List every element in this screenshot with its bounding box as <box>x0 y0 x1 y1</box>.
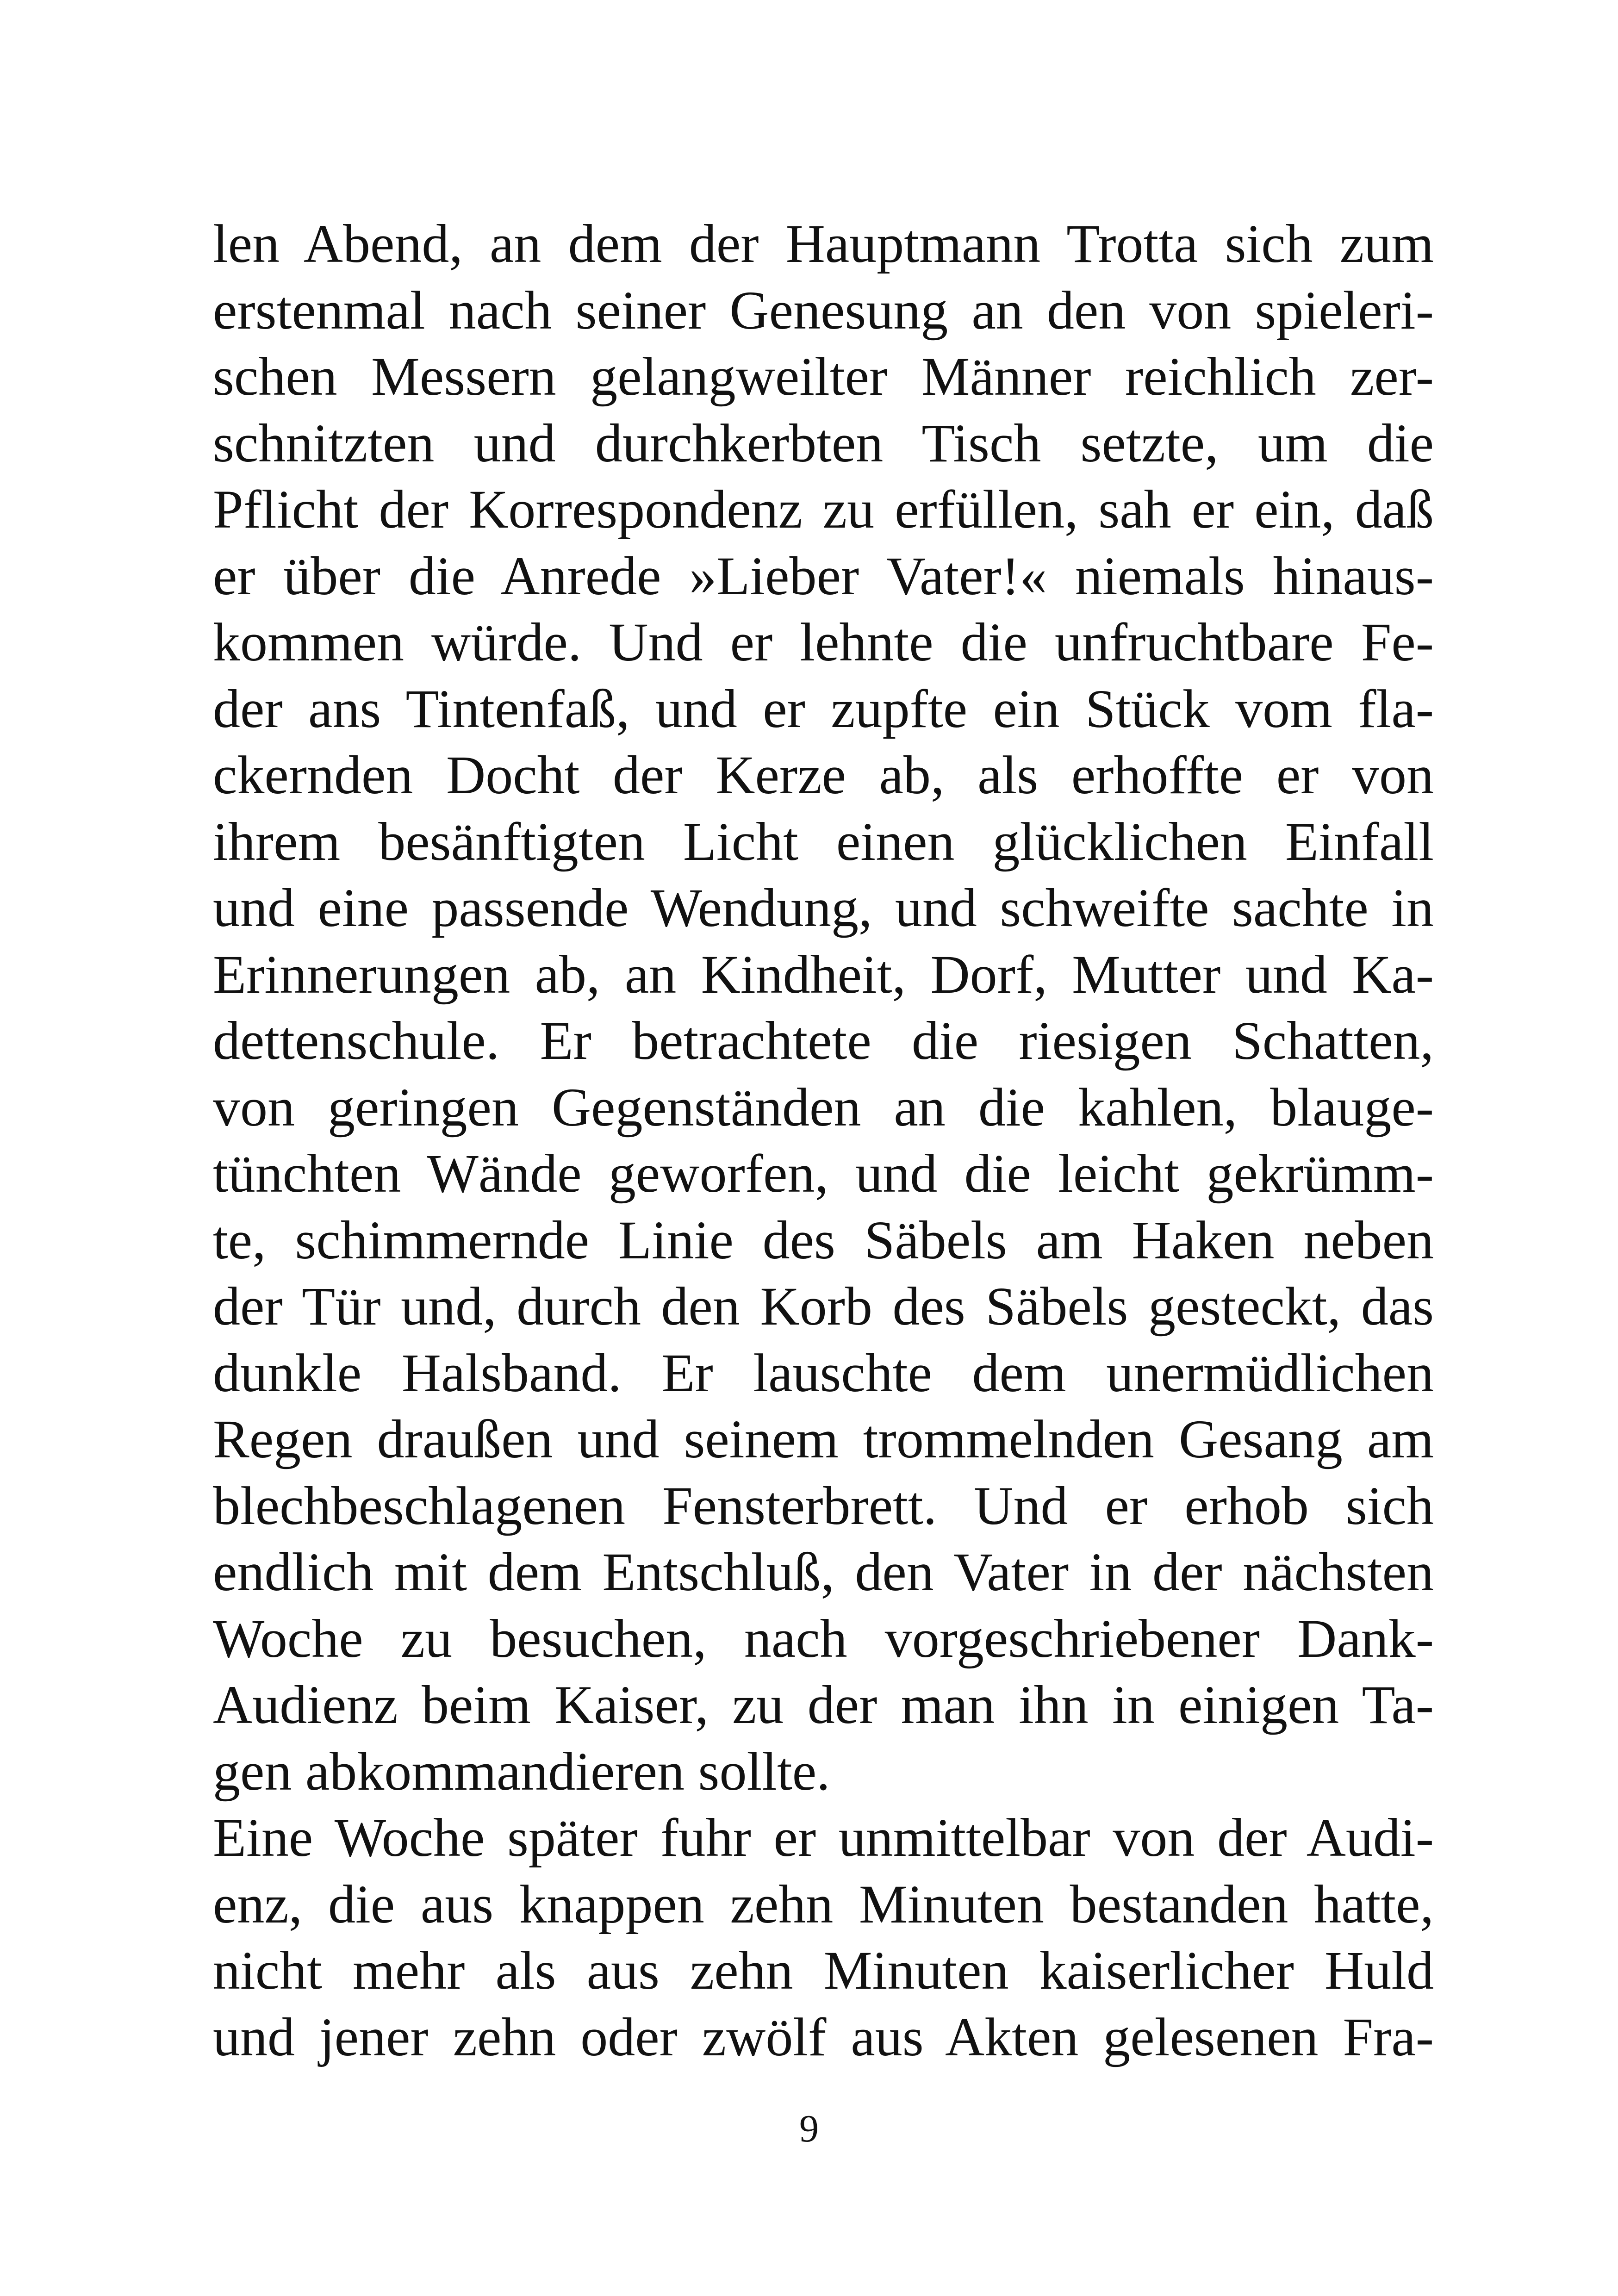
text-line: dunkle Halsband. Er lauschte dem unermüdlichen <box>213 1342 1434 1403</box>
text-line: Pflicht der Korrespondenz zu erfüllen, sah er ein, daß <box>213 479 1434 540</box>
text-line: enz, die aus knappen zehn Minuten bestanden hatte, <box>213 1873 1434 1935</box>
text-line: kommen würde. Und er lehnte die unfruchtbare Fe- <box>213 612 1434 672</box>
text-line: erstenmal nach seiner Genesung an den von spieleri- <box>213 280 1434 341</box>
text-line: Audienz beim Kaiser, zu der man ihn in einigen Ta- <box>213 1674 1434 1735</box>
text-line: blechbeschlagenen Fensterbrett. Und er erhob sich <box>213 1475 1434 1536</box>
text-line: Woche zu besuchen, nach vorgeschriebener Dank- <box>213 1608 1434 1669</box>
text-line: len Abend, an dem der Hauptmann Trotta sich zum <box>213 213 1434 274</box>
text-line: dettenschule. Er betrachtete die riesigen Schatten, <box>213 1010 1434 1071</box>
text-line: er über die Anrede »Lieber Vater!« niemals hinaus- <box>213 545 1434 606</box>
text-line: und jener zehn oder zwölf aus Akten gelesenen Fra- <box>213 2006 1434 2067</box>
text-line: der Tür und, durch den Korb des Säbels gesteckt, das <box>213 1276 1434 1337</box>
text-line: der ans Tintenfaß, und er zupfte ein Stück vom fla- <box>213 678 1434 739</box>
text-line: von geringen Gegenständen an die kahlen, blauge- <box>213 1076 1434 1138</box>
text-line: ihrem besänftigten Licht einen glücklichen Einfall <box>213 811 1434 872</box>
text-line: tünchten Wände geworfen, und die leicht gekrümm- <box>213 1143 1434 1204</box>
paragraph-end-line: gen abkommandieren sollte. <box>213 1741 830 1802</box>
text-line: Eine Woche später fuhr er unmittelbar von der Audi- <box>213 1807 1434 1868</box>
text-line: schen Messern gelangweilter Männer reichlich zer- <box>213 346 1434 407</box>
body-text <box>213 211 1434 2070</box>
text-line: Regen draußen und seinem trommelnden Gesang am <box>213 1409 1434 1469</box>
text-line: nicht mehr als aus zehn Minuten kaiserlicher Huld <box>213 1940 1434 2001</box>
page-number: 9 <box>799 2107 819 2150</box>
text-line: ckernden Docht der Kerze ab, als erhoffte er von <box>213 745 1434 805</box>
text-line: schnitzten und durchkerbten Tisch setzte, um die <box>213 412 1434 473</box>
text-line: endlich mit dem Entschluß, den Vater in der nächsten <box>213 1542 1434 1602</box>
text-line: te, schimmernde Linie des Säbels am Haken neben <box>213 1209 1434 1270</box>
text-line: Erinnerungen ab, an Kindheit, Dorf, Mutter und Ka- <box>213 944 1434 1005</box>
text-line: und eine passende Wendung, und schweifte sachte in <box>213 877 1434 938</box>
